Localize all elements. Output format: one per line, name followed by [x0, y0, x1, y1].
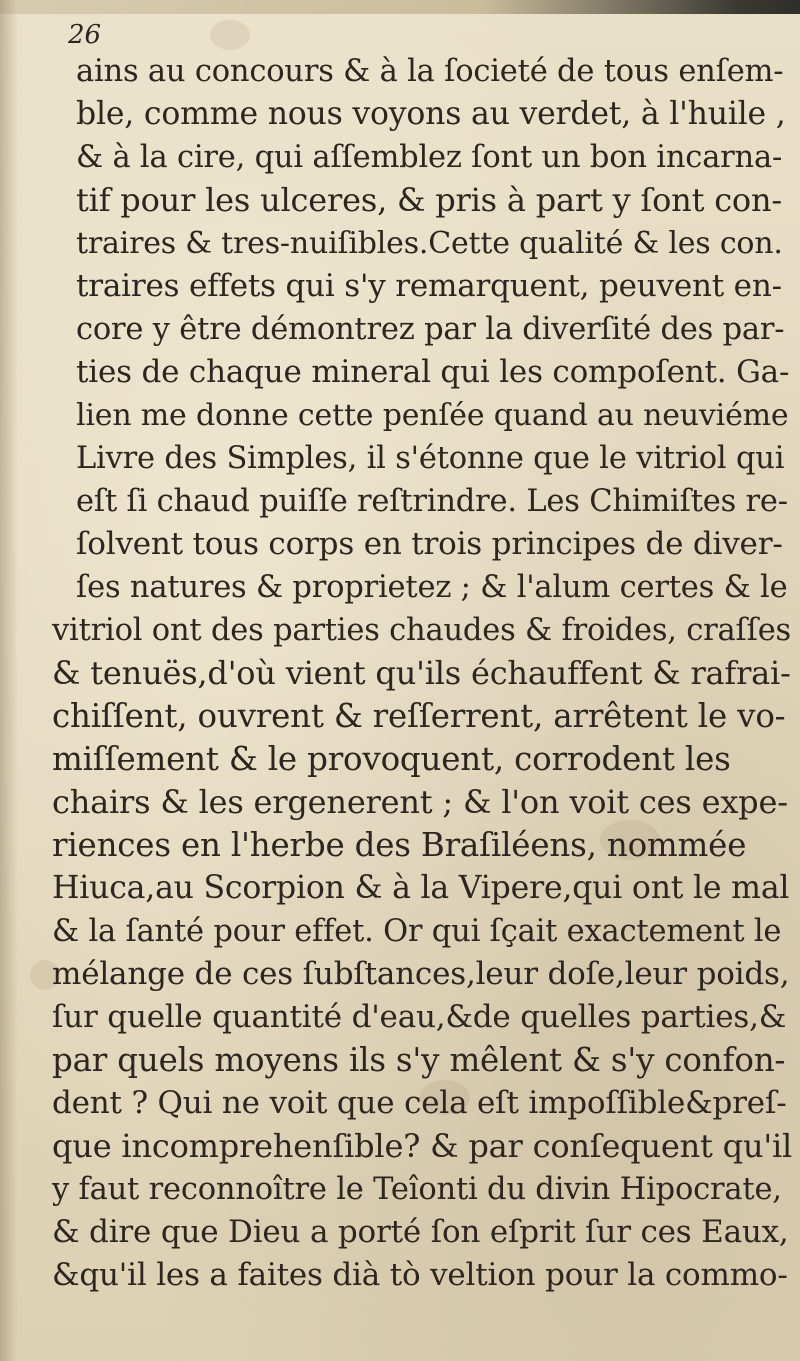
binding-shadow: [0, 0, 18, 1361]
text-line: chiſſent, ouvrent & reſſerrent, arrêtent le vo-: [52, 697, 786, 735]
text-line: eſt ſi chaud puiſſe reſtrindre. Les Chimiſtes re-: [76, 484, 788, 519]
text-line: y faut reconnoître le Teîonti du divin Hipocrate,: [52, 1172, 782, 1207]
text-line: ble, comme nous voyons au verdet, à l'huile ,: [76, 96, 786, 132]
text-line: ains au concours & à la ſocieté de tous enſem-: [76, 54, 784, 89]
text-line: par quels moyens ils s'y mêlent & s'y confon-: [52, 1041, 786, 1079]
text-line: & tenuës,d'où vient qu'ils échauffent & rafrai-: [52, 654, 791, 692]
text-line: lien me donne cette penſée quand au neuviéme: [76, 398, 789, 433]
text-line: & dire que Dieu a porté ſon eſprit ſur ces Eaux,: [52, 1214, 789, 1250]
text-line: traires effets qui s'y remarquent, peuvent en-: [76, 268, 782, 304]
paper-stain: [210, 20, 250, 50]
text-line: & la ſanté pour effet. Or qui ſçait exactement le: [52, 914, 782, 949]
text-line: core y être démontrez par la diverſité des par-: [76, 312, 785, 347]
text-line: Hiuca,au Scorpion & à la Vipere,qui ont le mal: [52, 870, 790, 906]
body-text: [52, 50, 792, 1297]
text-line: mélange de ces ſubſtances,leur doſe,leur poids,: [52, 956, 790, 992]
text-line: &qu'il les a faites dià tò veltion pour la commo-: [52, 1257, 788, 1293]
text-line: ſur quelle quantité d'eau,&de quelles parties,&: [52, 999, 787, 1035]
text-line: dent ? Qui ne voit que cela eſt impoſſible&preſ-: [52, 1085, 787, 1121]
text-line: & à la cire, qui aſſemblez ſont un bon incarna-: [76, 140, 783, 175]
text-line: riences en l'herbe des Braſiléens, nommée: [52, 826, 747, 864]
text-line: ſolvent tous corps en trois principes de diver-: [76, 526, 783, 562]
text-line: tif pour les ulceres, & pris à part y ſont con-: [76, 181, 783, 219]
text-line: vitriol ont des parties chaudes & froides, craſſes: [52, 613, 792, 648]
text-line: Livre des Simples, il s'étonne que le vitriol qui: [76, 441, 785, 476]
text-line: chairs & les ergenerent ; & l'on voit ces expe-: [52, 783, 788, 821]
page-number: 26: [68, 20, 102, 50]
text-line: ties de chaque mineral qui les compoſent. Ga-: [76, 354, 790, 390]
text-line: traires & tres-nuiſibles.Cette qualité & les con.: [76, 226, 783, 261]
text-line: que incomprehenſible? & par conſequent qu'il: [52, 1127, 793, 1165]
page-top-edge: [0, 0, 800, 14]
text-line: ſes natures & proprietez ; & l'alum certes & le: [76, 570, 788, 605]
text-line: miſſement & le provoquent, corrodent les: [52, 740, 731, 778]
